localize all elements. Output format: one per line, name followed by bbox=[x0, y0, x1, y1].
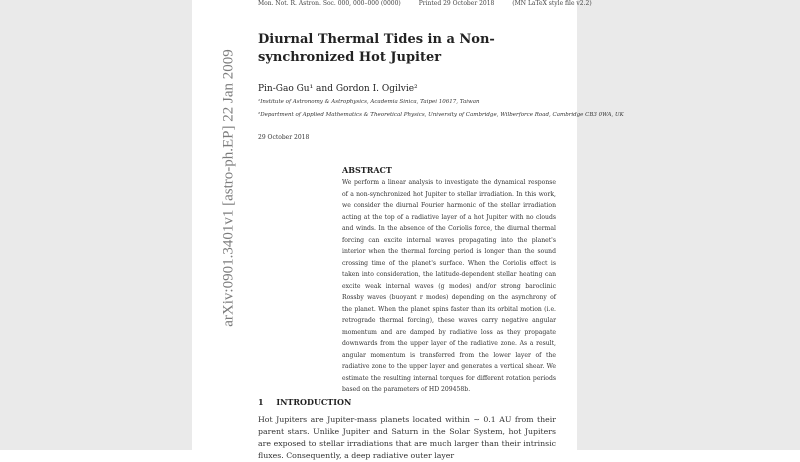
journal-citation: Mon. Not. R. Astron. Soc. 000, 000–000 (0000) bbox=[258, 0, 401, 7]
journal-header bbox=[258, 0, 592, 7]
paper-title: Diurnal Thermal Tides in a Non-synchronized Hot Jupiter bbox=[258, 32, 495, 65]
author-list: Pin-Gao Gu¹ and Gordon I. Ogilvie² bbox=[258, 84, 418, 94]
style-file-note: (MN LaTeX style file v2.2) bbox=[512, 0, 592, 7]
viewer-background-left bbox=[0, 0, 192, 450]
affiliation-1: ¹Institute of Astronomy & Astrophysics, Academia Sinica, Taipei 10617, Taiwan bbox=[258, 99, 480, 105]
arxiv-identifier: arXiv:0901.3401v1 [astro-ph.EP] 22 Jan 2009 bbox=[220, 49, 237, 327]
section-number: 1 bbox=[258, 397, 264, 407]
affiliation-2: ²Department of Applied Mathematics & Theoretical Physics, University of Cambridge, Wilberforce Road, Cambridge CB3 0WA, UK bbox=[258, 112, 624, 118]
abstract-heading: ABSTRACT bbox=[342, 165, 392, 175]
section-body: Hot Jupiters are Jupiter-mass planets located within ∼ 0.1 AU from their parent stars. Unlike Jupiter and Saturn in the Solar System, hot Jupiters are exposed to stellar irradiations that are much larger than their intrinsic fluxes. Consequently, a deep radiative outer layer bbox=[258, 415, 556, 460]
viewer-background-right bbox=[577, 0, 800, 450]
section-title: INTRODUCTION bbox=[276, 397, 352, 407]
abstract-body: We perform a linear analysis to investigate the dynamical response of a non-synchronized hot Jupiter to stellar irradiation. In this work, we consider the diurnal Fourier harmonic of the stellar irradiation acting at the top of a radiative layer of a hot Jupiter with no clouds and winds. In the absence of the Coriolis force, the diurnal thermal forcing can excite internal waves propagating into the planet's interior when the thermal forcing period is longer than the sound crossing time of the planet's surface. When the Coriolis effect is taken into consideration, the latitude-dependent stellar heating can excite weak internal waves (g modes) and/or strong baroclinic Rossby waves (buoyant r modes) depending on the asynchrony of the planet. When the planet spins faster than its orbital motion (i.e. retrograde thermal forcing), these waves carry negative angular momentum and are damped by radiative loss as they propagate downwards from the upper layer of the radiative zone. As a result, angular momentum is transferred from the lower layer of the radiative zone to the upper layer and generates a vertical shear. We estimate the resulting internal torques for different rotation periods based on the parameters of HD 209458b. bbox=[342, 179, 556, 393]
section-heading bbox=[258, 397, 351, 407]
paper-date: 29 October 2018 bbox=[258, 134, 310, 141]
printed-date: Printed 29 October 2018 bbox=[418, 0, 495, 7]
